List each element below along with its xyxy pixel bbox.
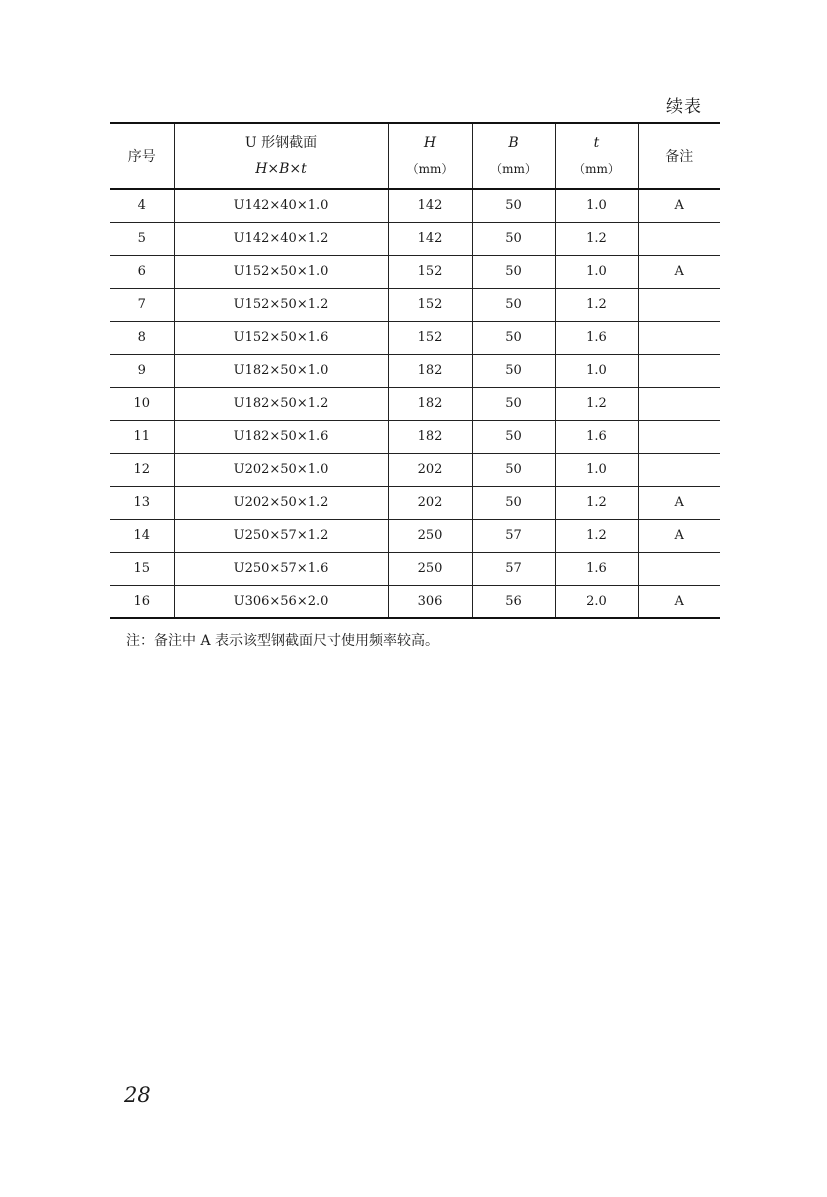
header-remark: 备注 [638,123,720,189]
table-row [110,255,720,288]
header-t-symbol: t [593,135,600,151]
cell-b: 50 [472,288,555,321]
cell-h: 152 [388,255,472,288]
cell-remark [638,354,720,387]
cell-b: 50 [472,387,555,420]
cell-index: 7 [110,288,174,321]
cell-b: 50 [472,189,555,222]
cell-index: 8 [110,321,174,354]
table-row [110,585,720,618]
cell-h: 182 [388,387,472,420]
cell-section: U152×50×1.2 [174,288,388,321]
cell-section: U182×50×1.0 [174,354,388,387]
cell-remark [638,453,720,486]
cell-h: 142 [388,222,472,255]
header-t [555,123,638,189]
cell-index: 12 [110,453,174,486]
cell-t: 1.6 [555,552,638,585]
header-b-symbol: B [508,135,519,151]
cell-index: 9 [110,354,174,387]
cell-t: 1.6 [555,321,638,354]
table-note: 注：备注中 A 表示该型钢截面尺寸使用频率较高。 [126,633,440,649]
cell-b: 50 [472,321,555,354]
cell-t: 1.0 [555,255,638,288]
cell-t: 1.6 [555,420,638,453]
cell-b: 50 [472,255,555,288]
table-row [110,222,720,255]
cell-b: 50 [472,453,555,486]
cell-h: 202 [388,486,472,519]
cell-t: 2.0 [555,585,638,618]
cell-index: 10 [110,387,174,420]
cell-section: U182×50×1.2 [174,387,388,420]
header-h-unit: （mm） [406,162,454,176]
header-b [472,123,555,189]
cell-remark: A [638,255,720,288]
table-row [110,321,720,354]
header-h [388,123,472,189]
cell-section: U202×50×1.2 [174,486,388,519]
header-section-formula: H×B×t [255,161,307,177]
page-number: 28 [124,1083,151,1107]
cell-section: U306×56×2.0 [174,585,388,618]
header-section-title: U 形钢截面 [244,135,318,151]
cell-t: 1.0 [555,189,638,222]
cell-h: 202 [388,453,472,486]
table-row [110,486,720,519]
cell-h: 250 [388,552,472,585]
cell-h: 250 [388,519,472,552]
cell-section: U250×57×1.2 [174,519,388,552]
cell-b: 56 [472,585,555,618]
cell-t: 1.2 [555,288,638,321]
cell-remark [638,387,720,420]
cell-remark [638,321,720,354]
cell-index: 11 [110,420,174,453]
cell-section: U152×50×1.6 [174,321,388,354]
cell-h: 182 [388,354,472,387]
cell-b: 50 [472,354,555,387]
table-row [110,552,720,585]
header-h-symbol: H [423,135,437,151]
cell-section: U142×40×1.2 [174,222,388,255]
table-row [110,288,720,321]
table-row [110,354,720,387]
cell-b: 50 [472,222,555,255]
cell-t: 1.2 [555,222,638,255]
cell-index: 4 [110,189,174,222]
cell-t: 1.2 [555,519,638,552]
cell-section: U152×50×1.0 [174,255,388,288]
cell-index: 5 [110,222,174,255]
cell-h: 152 [388,288,472,321]
cell-b: 50 [472,486,555,519]
cell-section: U202×50×1.0 [174,453,388,486]
cell-section: U250×57×1.6 [174,552,388,585]
cell-h: 182 [388,420,472,453]
cell-remark: A [638,585,720,618]
cell-b: 57 [472,552,555,585]
cell-index: 14 [110,519,174,552]
cell-index: 16 [110,585,174,618]
cell-remark [638,552,720,585]
table-row [110,189,720,222]
table-header-row [110,123,720,189]
cell-index: 13 [110,486,174,519]
table-row [110,420,720,453]
cell-t: 1.2 [555,387,638,420]
cell-b: 50 [472,420,555,453]
cell-remark [638,288,720,321]
table-row [110,387,720,420]
cell-remark [638,222,720,255]
table-row [110,453,720,486]
header-section [174,123,388,189]
cell-remark: A [638,519,720,552]
cell-section: U142×40×1.0 [174,189,388,222]
cell-remark: A [638,189,720,222]
table-row [110,519,720,552]
continued-table-label: 续表 [666,97,702,117]
cell-b: 57 [472,519,555,552]
cell-h: 152 [388,321,472,354]
cell-h: 306 [388,585,472,618]
cell-t: 1.2 [555,486,638,519]
table-body [110,189,720,618]
cell-remark [638,420,720,453]
cell-t: 1.0 [555,453,638,486]
cell-section: U182×50×1.6 [174,420,388,453]
cell-t: 1.0 [555,354,638,387]
cell-remark: A [638,486,720,519]
header-index: 序号 [110,123,174,189]
cell-index: 15 [110,552,174,585]
cell-index: 6 [110,255,174,288]
header-t-unit: （mm） [573,162,620,176]
u-section-steel-table [110,122,720,619]
cell-h: 142 [388,189,472,222]
header-b-unit: （mm） [490,162,537,176]
